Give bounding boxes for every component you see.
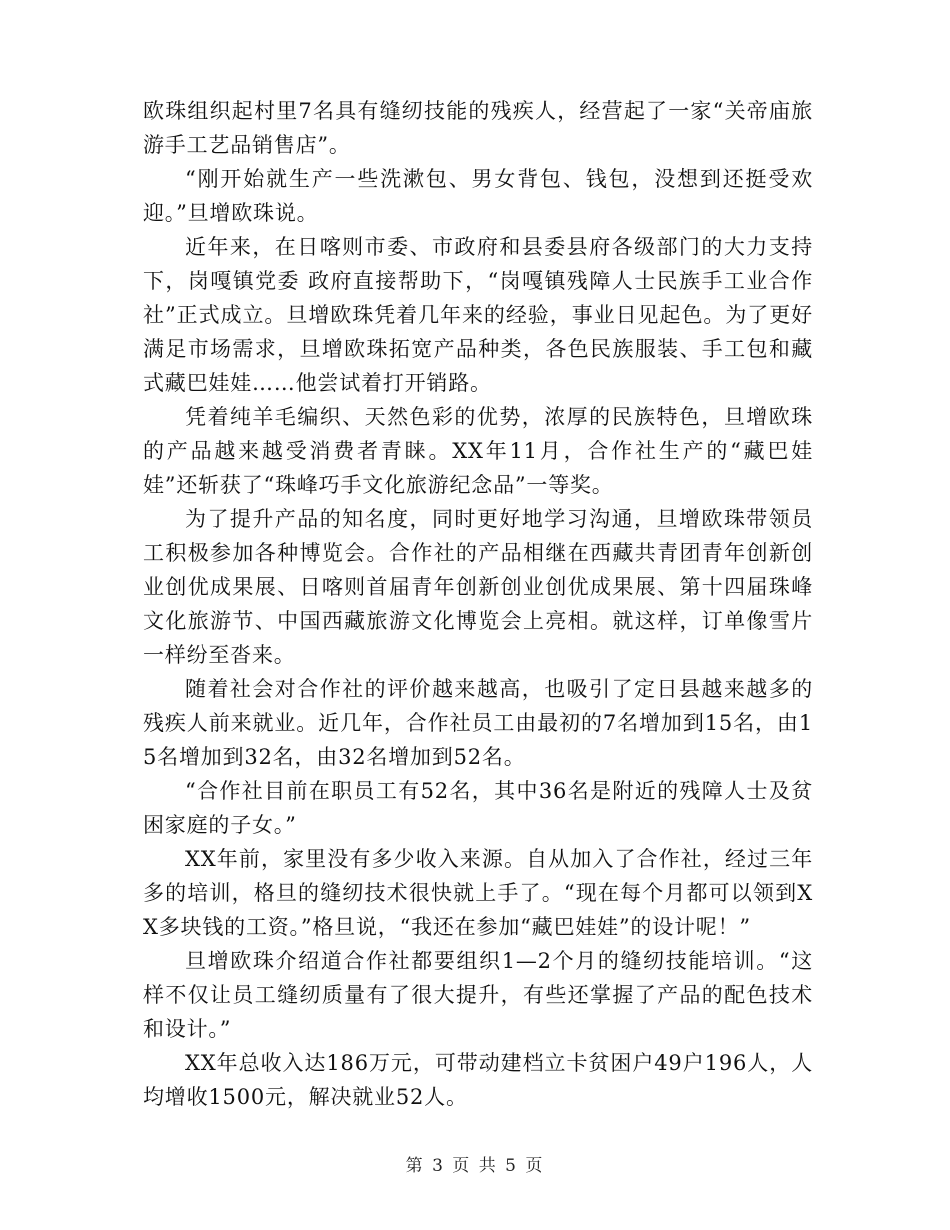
paragraph-4: 凭着纯羊毛编织、天然色彩的优势，浓厚的民族特色，旦增欧珠的产品越来越受消费者青睐。XX年11月，合作社生产的“藏巴娃娃”还斩获了“珠峰巧手文化旅游纪念品”一等奖。 <box>143 405 813 497</box>
page-number-footer: 第 3 页 共 5 页 <box>405 1156 545 1176</box>
paragraph-9: 旦增欧珠介绍道合作社都要组织1—2个月的缝纫技能培训。“这样不仅让员工缝纫质量有了很大提升，有些还掌握了产品的配色技术和设计。” <box>143 949 813 1041</box>
article-body <box>143 94 813 1114</box>
paragraph-3: 近年来，在日喀则市委、市政府和县委县府各级部门的大力支持下，岗嘎镇党委 政府直接帮助下，“岗嘎镇残障人士民族手工业合作社”正式成立。旦增欧珠凭着几年来的经验，事业日见起色。为了更好满足市场需求，旦增欧珠拓宽产品种类，各色民族服装、手工包和藏式藏巴娃娃……他尝试着打开销路。 <box>143 235 813 395</box>
paragraph-8: XX年前，家里没有多少收入来源。自从加入了合作社，经过三年多的培训，格旦的缝纫技术很快就上手了。“现在每个月都可以领到XX多块钱的工资。”格旦说，“我还在参加“藏巴娃娃”的设计呢！” <box>143 847 813 939</box>
paragraph-1: 欧珠组织起村里7名具有缝纫技能的残疾人，经营起了一家“关帝庙旅游手工艺品销售店”。 <box>143 99 813 157</box>
paragraph-2: “刚开始就生产一些洗漱包、男女背包、钱包，没想到还挺受欢迎。”旦增欧珠说。 <box>143 167 813 225</box>
paragraph-5: 为了提升产品的知名度，同时更好地学习沟通，旦增欧珠带领员工积极参加各种博览会。合作社的产品相继在西藏共青团青年创新创业创优成果展、日喀则首届青年创新创业创优成果展、第十四届珠峰文化旅游节、中国西藏旅游文化博览会上亮相。就这样，订单像雪片一样纷至沓来。 <box>143 507 813 667</box>
paragraph-10: XX年总收入达186万元，可带动建档立卡贫困户49户196人，人均增收1500元，解决就业52人。 <box>143 1051 813 1109</box>
paragraph-7: “合作社目前在职员工有52名，其中36名是附近的残障人士及贫困家庭的子女。” <box>143 779 813 837</box>
paragraph-6: 随着社会对合作社的评价越来越高，也吸引了定日县越来越多的残疾人前来就业。近几年，合作社员工由最初的7名增加到15名，由15名增加到32名，由32名增加到52名。 <box>143 677 813 769</box>
